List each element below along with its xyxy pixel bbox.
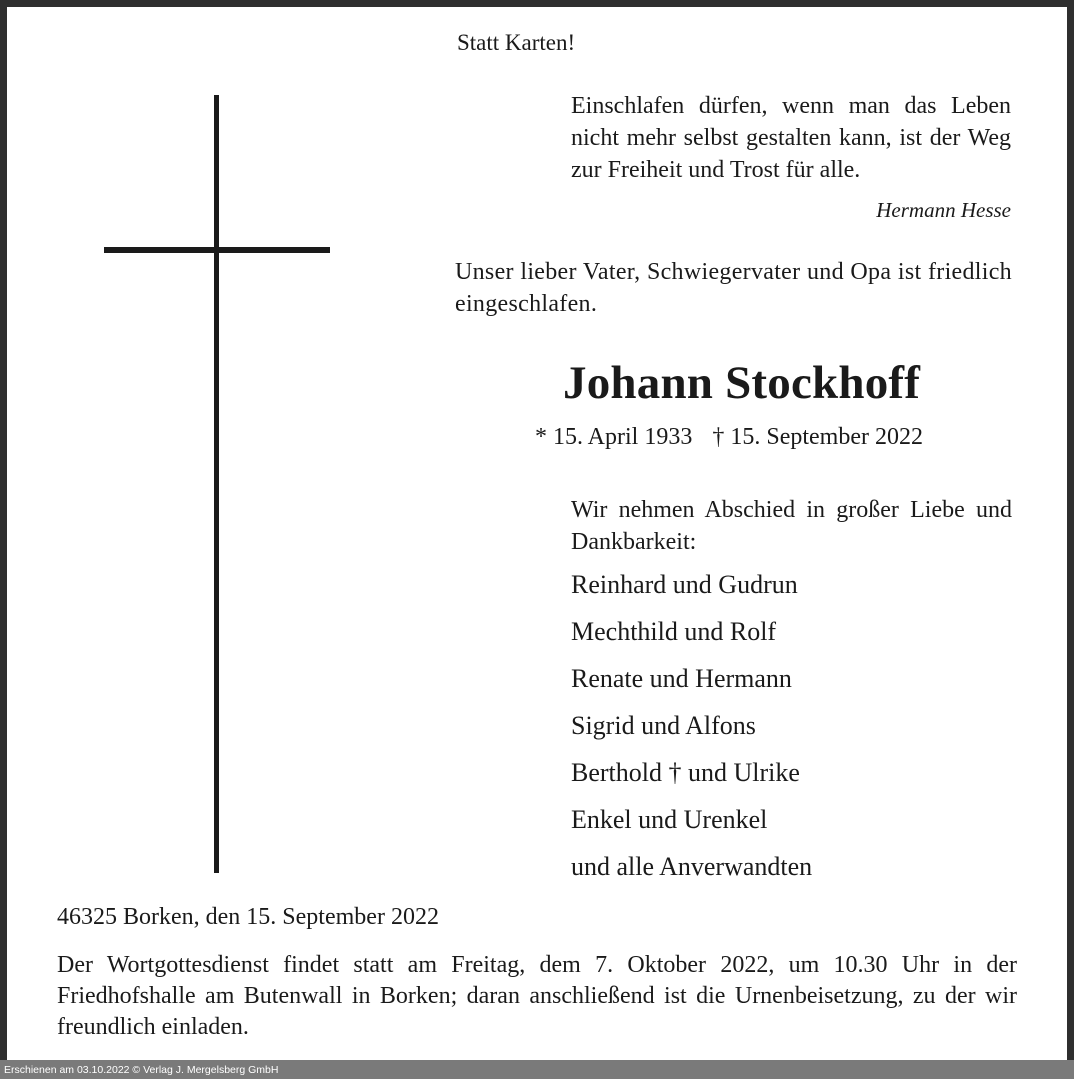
- mourner-entry: Enkel und Urenkel: [571, 805, 768, 834]
- cross-horizontal-bar: [104, 247, 330, 253]
- statt-karten-heading: Statt Karten!: [457, 30, 576, 55]
- life-dates: [535, 424, 923, 451]
- mourners-list: [571, 568, 812, 897]
- mourner-entry: Renate und Hermann: [571, 664, 792, 693]
- intro-text: Unser lieber Vater, Schwiegervater und Opa ist friedlich eingeschlafen.: [455, 259, 1012, 317]
- deceased-name: Johann Stockhoff: [563, 357, 921, 409]
- publication-notice: Erschienen am 03.10.2022 © Verlag J. Mergelsberg GmbH: [4, 1064, 279, 1076]
- place-date: 46325 Borken, den 15. September 2022: [57, 904, 439, 930]
- service-info: Der Wortgottesdienst findet statt am Freitag, dem 7. Oktober 2022, um 10.30 Uhr in der Friedhofshalle am Butenwall in Borken; daran anschließend ist die Urnenbeisetzung, zu der wir freundlich einladen.: [57, 952, 1017, 1040]
- mourner-entry: Mechthild und Rolf: [571, 617, 777, 646]
- mourner-entry: Berthold † und Ulrike: [571, 758, 800, 787]
- farewell-text: Wir nehmen Abschied in großer Liebe und Dankbarkeit:: [571, 497, 1012, 555]
- quote-author: Hermann Hesse: [876, 198, 1011, 222]
- death-date: † 15. September 2022: [712, 424, 923, 450]
- cross-vertical-bar: [214, 95, 219, 873]
- quote-text: Einschlafen dürfen, wenn man das Leben nicht mehr selbst gestalten kann, ist der Weg zur Freiheit und Trost für alle.: [571, 93, 1011, 183]
- mourner-entry: Sigrid und Alfons: [571, 711, 756, 740]
- birth-date: * 15. April 1933: [535, 424, 693, 450]
- mourner-entry: Reinhard und Gudrun: [571, 570, 798, 599]
- mourner-entry: und alle Anverwandten: [571, 852, 813, 881]
